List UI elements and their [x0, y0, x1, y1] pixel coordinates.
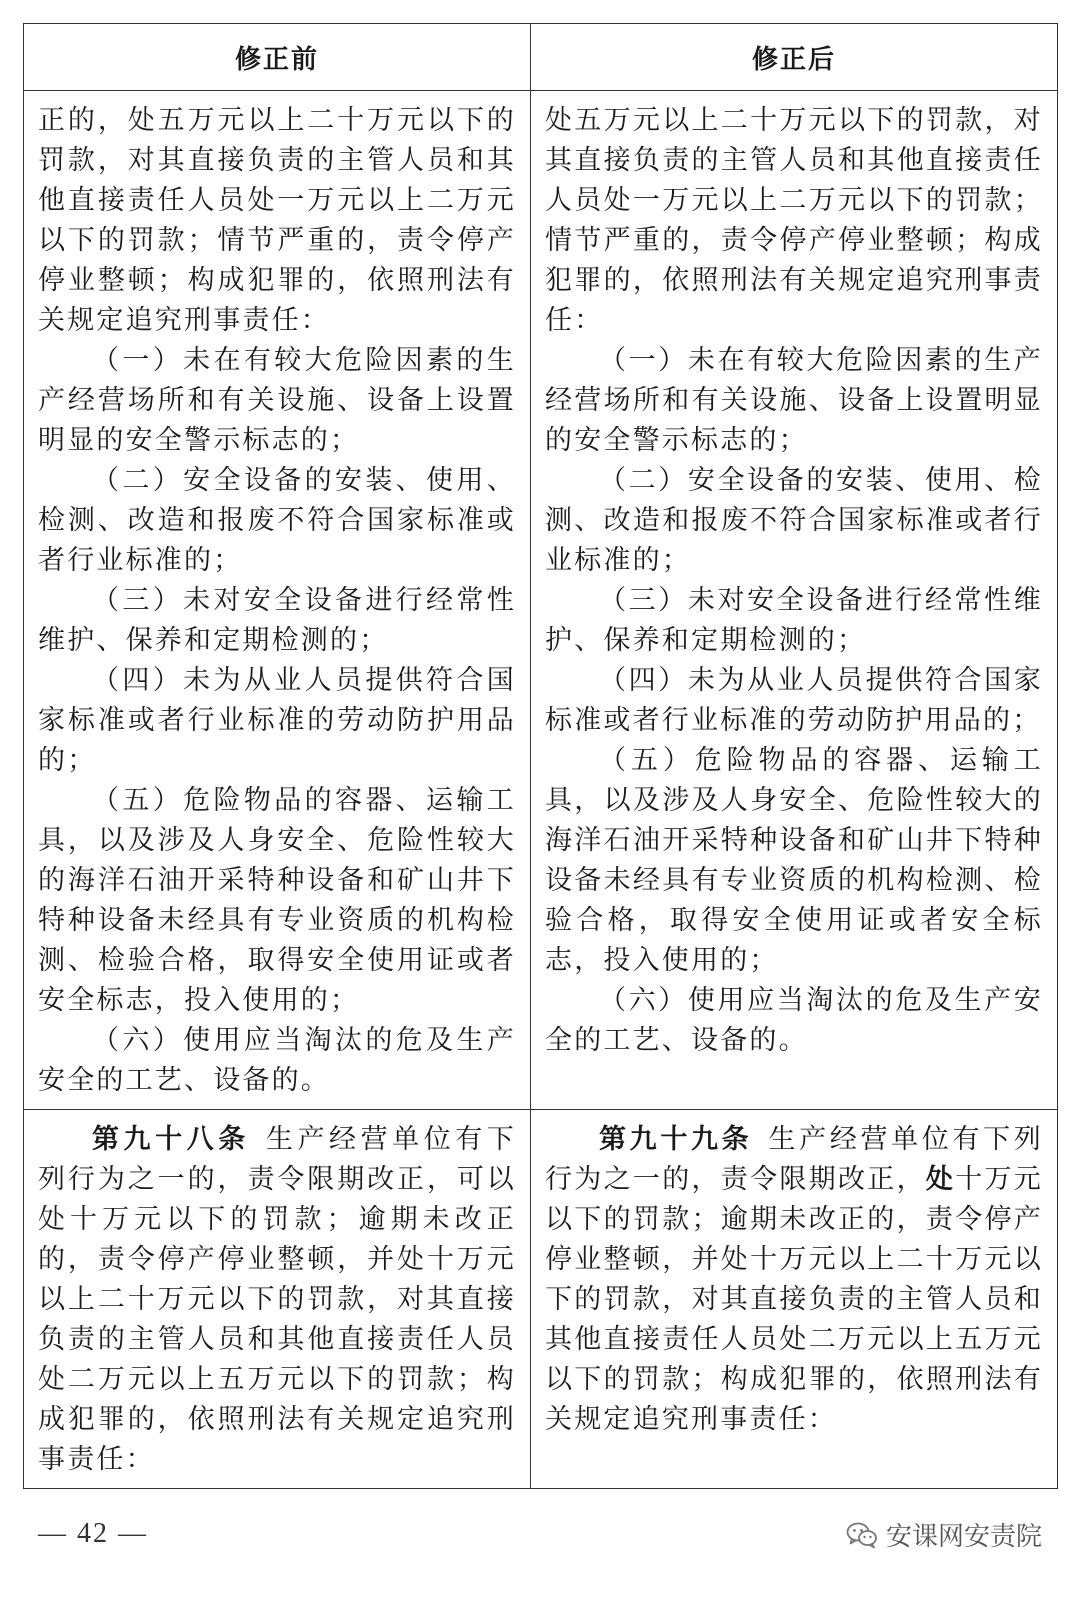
- article-text-before: 生产经营单位有下列行为之一的，责令限期改正，可以处十万元以下的罚款；逾期未改正的，责令停产停业整顿，并处十万元以上二十万元以下的罚款，对其直接负责的主管人员和其他直接责任人员处二万元以上五万元以下的罚款；构成犯罪的，依照刑法有关规定追究刑事责任：: [38, 1124, 517, 1475]
- after-item-2: （二）安全设备的安装、使用、检测、改造和报废不符合国家标准或者行业标准的；: [545, 465, 1043, 576]
- after-cell-row2: [531, 1110, 1058, 1489]
- footer-brand: [846, 1516, 1042, 1553]
- page-number: — 42 —: [38, 1518, 148, 1549]
- after-item-1: （一）未在有较大危险因素的生产经营场所和有关设施、设备上设置明显的安全警示标志的；: [545, 345, 1043, 456]
- table-row: [24, 91, 1058, 1110]
- article-number-before: 第九十八条: [92, 1124, 250, 1155]
- after-item-6: （六）使用应当淘汰的危及生产安全的工艺、设备的。: [545, 985, 1043, 1056]
- after-item-5: （五）危险物品的容器、运输工具，以及涉及人身安全、危险性较大的海洋石油开采特种设备和矿山井下特种设备未经具有专业资质的机构检测、检验合格，取得安全使用证或者安全标志，投入使用的；: [545, 745, 1043, 976]
- before-intro: 正的，处五万元以上二十万元以下的罚款，对其直接负责的主管人员和其他直接责任人员处一万元以上二万元以下的罚款；情节严重的，责令停产停业整顿；构成犯罪的，依照刑法有关规定追究刑事责任：: [38, 105, 516, 336]
- after-item-4: （四）未为从业人员提供符合国家标准或者行业标准的劳动防护用品的；: [545, 665, 1043, 736]
- article-text-after-highlight: 处: [925, 1164, 956, 1195]
- after-intro: 处五万元以上二十万元以下的罚款，对其直接负责的主管人员和其他直接责任人员处一万元以上二万元以下的罚款；情节严重的，责令停产停业整顿；构成犯罪的，依照刑法有关规定追究刑事责任：: [545, 105, 1043, 336]
- article-text-after-b: 十万元以下的罚款；逾期未改正的，责令停产停业整顿，并处十万元以上二十万元以下的罚款，对其直接负责的主管人员和其他直接责任人员处二万元以上五万元以下的罚款；构成犯罪的，依照刑法有关规定追究刑事责任：: [545, 1164, 1044, 1435]
- before-cell-row2: [24, 1110, 531, 1489]
- before-item-5: （五）危险物品的容器、运输工具，以及涉及人身安全、危险性较大的海洋石油开采特种设备和矿山井下特种设备未经具有专业资质的机构检测、检验合格，取得安全使用证或者安全标志，投入使用的；: [38, 785, 516, 1016]
- after-item-3: （三）未对安全设备进行经常性维护、保养和定期检测的；: [545, 585, 1043, 656]
- table-header-row: [24, 24, 1058, 91]
- after-cell-row1: [531, 91, 1058, 1110]
- table-row: [24, 1110, 1058, 1489]
- before-article-98: [38, 1120, 516, 1480]
- brand-name: 安课网安责院: [885, 1522, 1042, 1552]
- before-cell-row1: [24, 91, 531, 1110]
- before-item-2: （二）安全设备的安装、使用、检测、改造和报废不符合国家标准或者行业标准的；: [38, 465, 516, 576]
- before-item-6: （六）使用应当淘汰的危及生产安全的工艺、设备的。: [38, 1025, 516, 1096]
- article-text-after-a: 生产经营单位有下列行为之一的，责令限期改正，: [545, 1124, 1043, 1195]
- header-before: 修正前: [24, 24, 531, 91]
- header-after: 修正后: [531, 24, 1058, 91]
- comparison-table: [23, 23, 1058, 1489]
- before-item-1: （一）未在有较大危险因素的生产经营场所和有关设施、设备上设置明显的安全警示标志的；: [38, 345, 516, 456]
- after-article-99: [545, 1120, 1043, 1440]
- before-item-4: （四）未为从业人员提供符合国家标准或者行业标准的劳动防护用品的；: [38, 665, 516, 776]
- before-item-3: （三）未对安全设备进行经常性维护、保养和定期检测的；: [38, 585, 516, 656]
- wechat-icon: [846, 1521, 878, 1549]
- article-number-after: 第九十九条: [599, 1124, 753, 1155]
